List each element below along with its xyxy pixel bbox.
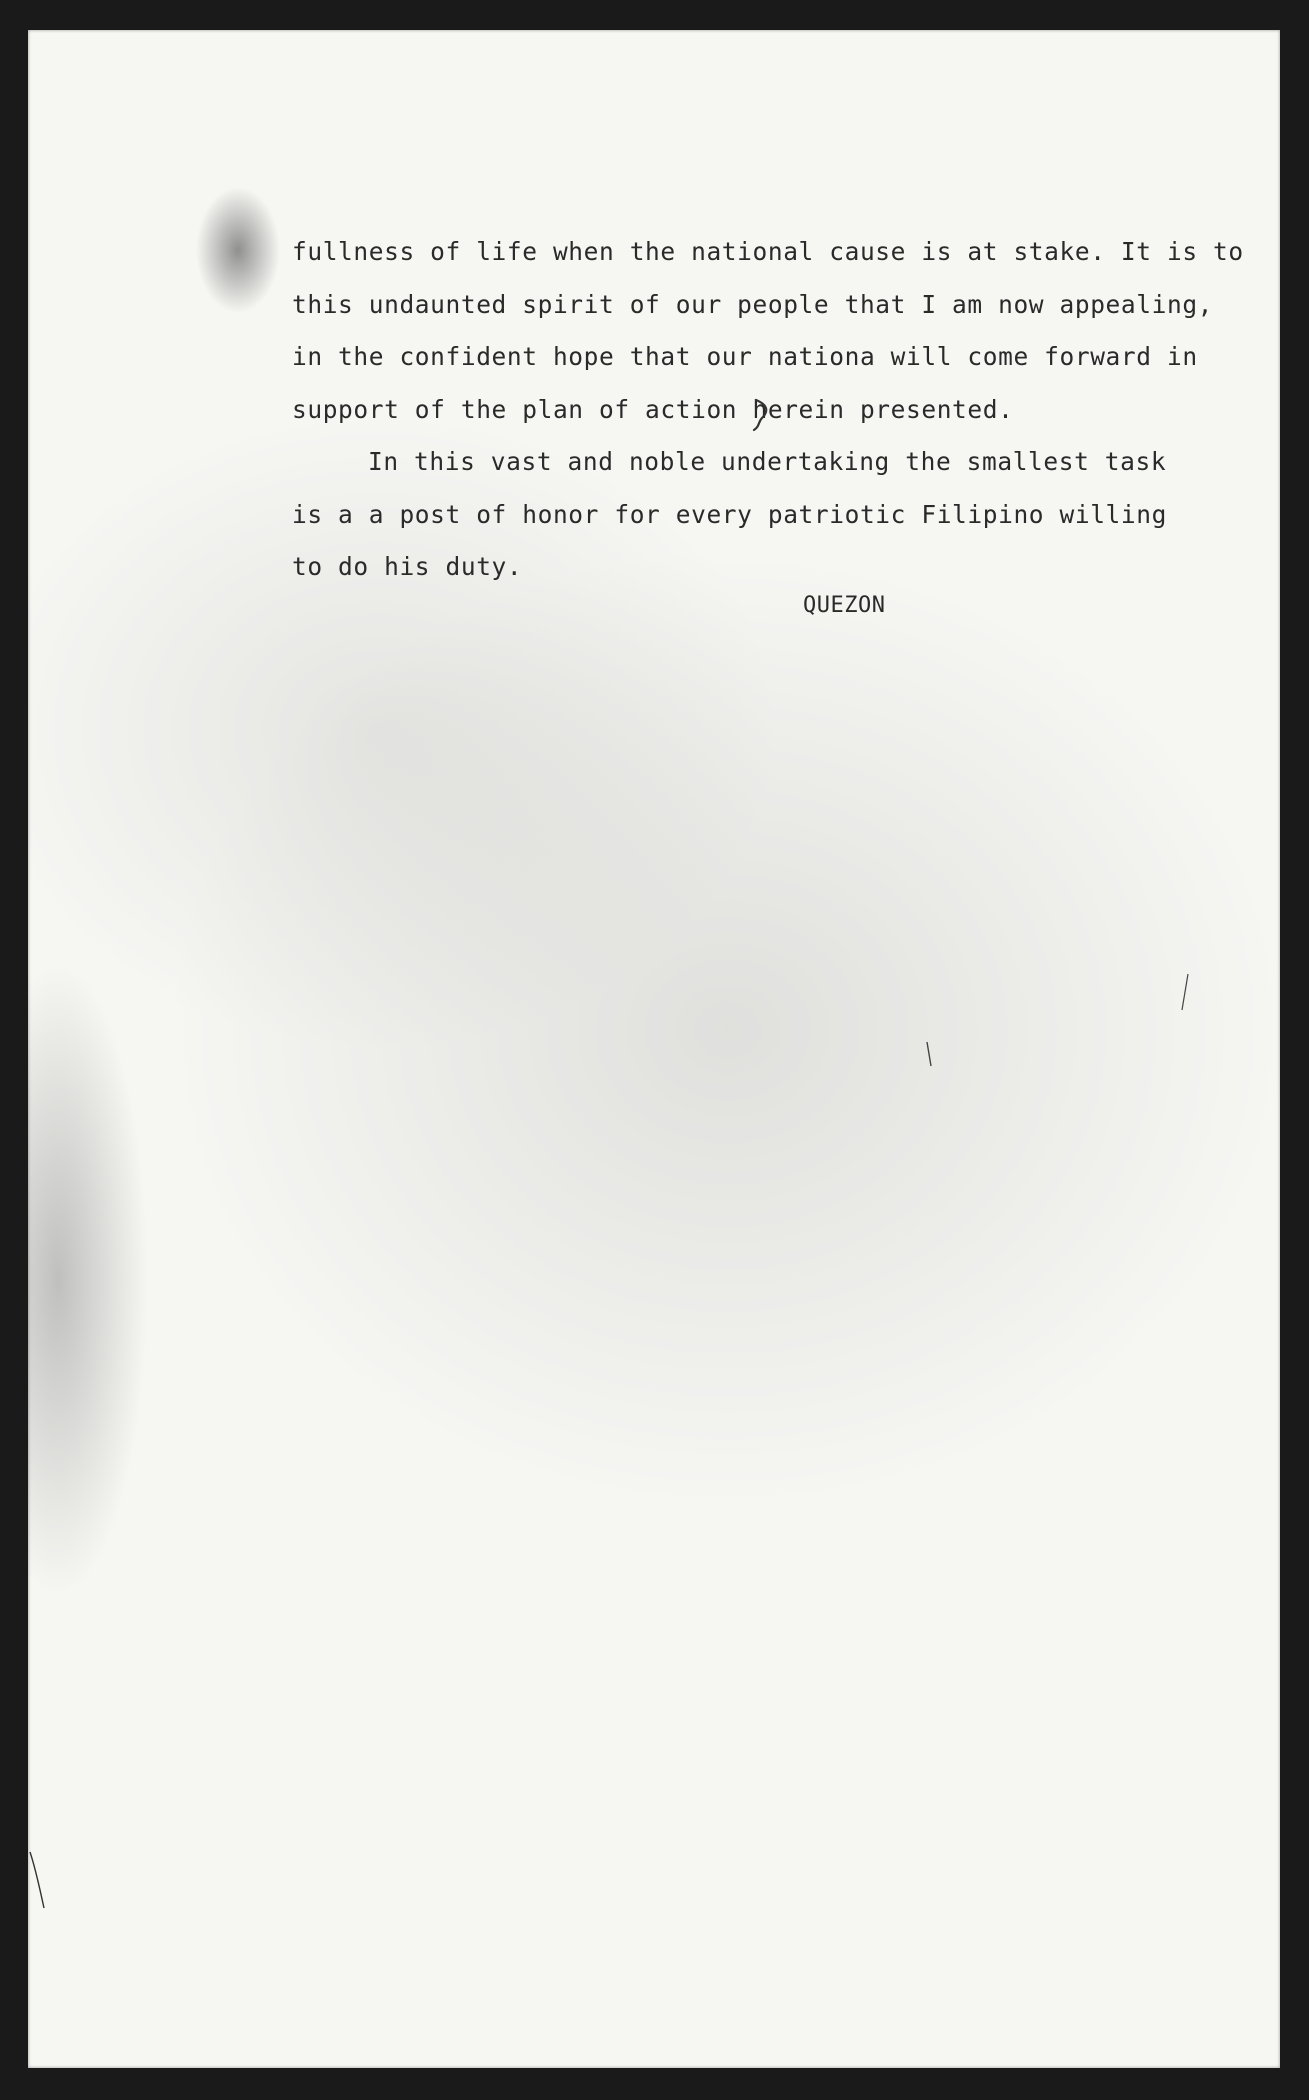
paragraph-1	[292, 226, 1292, 436]
scan-artifact-mark	[28, 1850, 48, 1910]
document-body	[292, 226, 1292, 594]
text-line: in the confident hope that our nationa will come forward in	[292, 342, 1198, 371]
scan-artifact-mark	[1180, 972, 1190, 1012]
text-line: support of the plan of action herein presented.	[292, 394, 1014, 424]
handwritten-correction-mark	[750, 396, 780, 436]
text-line: In this vast and noble undertaking the smallest task	[368, 447, 1167, 476]
text-line: is a a post of honor for every patriotic Filipino willing	[292, 499, 1167, 529]
text-line: fullness of life when the national cause is at stake. It is to	[292, 237, 1244, 266]
typed-page	[28, 30, 1280, 2068]
paragraph-2	[292, 436, 1292, 594]
signature-name: QUEZON	[803, 593, 886, 618]
text-line: this undaunted spirit of our people that I am now appealing,	[292, 289, 1214, 319]
text-line: to do his duty.	[292, 552, 523, 581]
scan-artifact-mark	[925, 1040, 935, 1070]
